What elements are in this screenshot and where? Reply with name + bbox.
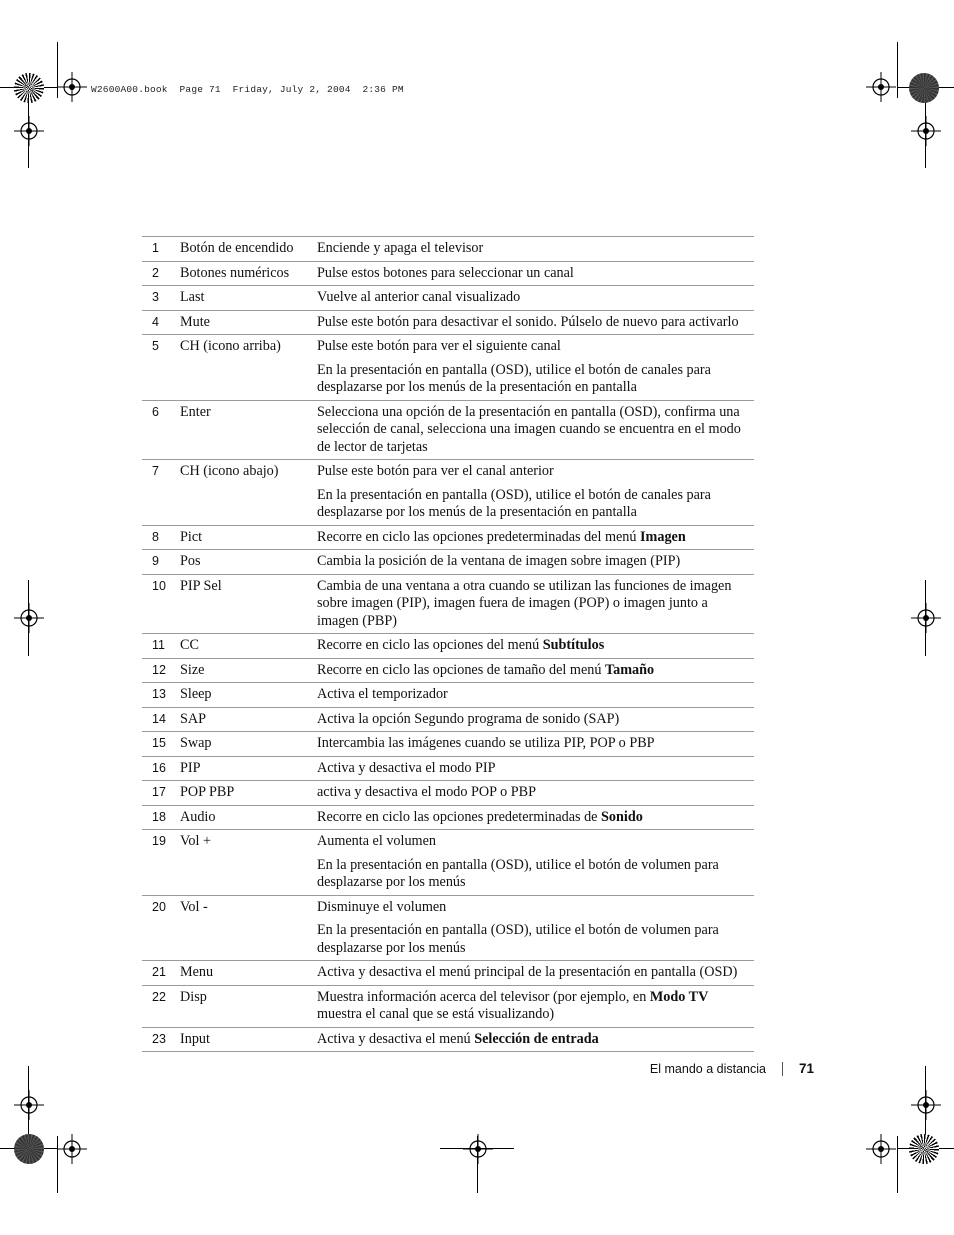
button-name: PIP Sel — [180, 574, 317, 634]
description-text: Cambia de una ventana a otra cuando se utilizan las funciones de imagen sobre imagen (PIP), imagen fuera de imagen (POP) o imagen junto a imagen (PBP) — [317, 577, 732, 629]
button-name: Enter — [180, 400, 317, 460]
table-row — [142, 756, 754, 781]
table-row — [142, 781, 754, 806]
registration-mark-icon — [14, 116, 44, 146]
registration-mark-icon — [14, 1090, 44, 1120]
button-number: 18 — [142, 805, 180, 830]
table-row — [142, 732, 754, 757]
button-description — [317, 732, 754, 757]
button-number: 14 — [142, 707, 180, 732]
section-title: El mando a distancia — [649, 1061, 766, 1076]
menu-name: Modo TV — [649, 988, 709, 1005]
description-text: Recorre en ciclo las opciones de tamaño del menú — [317, 661, 605, 678]
button-description — [317, 574, 754, 634]
description-text: Activa el temporizador — [317, 686, 448, 702]
button-description — [317, 261, 754, 286]
menu-name: Sonido — [601, 808, 643, 825]
button-description — [317, 550, 754, 575]
button-number: 12 — [142, 658, 180, 683]
button-number: 6 — [142, 400, 180, 460]
description-text: Recorre en ciclo las opciones predeterminadas de — [317, 808, 602, 825]
button-description — [317, 525, 754, 550]
button-name: PIP — [180, 756, 317, 781]
button-number: 7 — [142, 460, 180, 526]
table-row — [142, 525, 754, 550]
description-text: Pulse este botón para ver el canal anterior — [317, 463, 554, 479]
description-paragraph — [317, 686, 748, 704]
description-text: En la presentación en pantalla (OSD), utilice el botón de canales para desplazarse por los menús de la presentación en pantalla — [317, 361, 711, 395]
table-row — [142, 707, 754, 732]
table-row — [142, 286, 754, 311]
button-number: 15 — [142, 732, 180, 757]
table-row — [142, 895, 754, 961]
button-name: Sleep — [180, 683, 317, 708]
description-text: En la presentación en pantalla (OSD), utilice el botón de volumen para desplazarse por los menús — [317, 922, 719, 956]
button-description — [317, 634, 754, 659]
button-name: POP PBP — [180, 781, 317, 806]
button-description — [317, 895, 754, 961]
description-paragraph — [317, 784, 748, 802]
description-text: Pulse este botón para ver el siguiente canal — [317, 338, 561, 354]
description-text: Pulse estos botones para seleccionar un canal — [317, 264, 574, 281]
description-text: Enciende y apaga el televisor — [317, 240, 484, 256]
description-paragraph — [317, 711, 748, 729]
button-number: 8 — [142, 525, 180, 550]
registration-mark-icon — [866, 1134, 896, 1164]
description-paragraph — [317, 240, 748, 258]
table-row — [142, 634, 754, 659]
description-paragraph — [317, 578, 748, 631]
description-text: Cambia la posición de la ventana de imagen sobre imagen (PIP) — [317, 553, 681, 569]
remote-buttons-table — [142, 236, 754, 1052]
button-number: 2 — [142, 261, 180, 286]
description-paragraph — [317, 964, 748, 982]
star-target-icon — [909, 1134, 939, 1164]
button-name: Mute — [180, 310, 317, 335]
footer-divider — [782, 1062, 783, 1076]
description-text: Vuelve al anterior canal visualizado — [317, 289, 521, 305]
description-text: Intercambia las imágenes cuando se utiliza PIP, POP o PBP — [317, 735, 655, 751]
registration-mark-icon — [14, 603, 44, 633]
button-description — [317, 830, 754, 896]
crop-mark — [897, 1136, 898, 1193]
registration-mark-icon — [57, 1134, 87, 1164]
description-paragraph — [317, 989, 748, 1024]
button-name: Last — [180, 286, 317, 311]
table-row — [142, 574, 754, 634]
star-target-icon — [909, 73, 939, 103]
description-text: Activa la opción Segundo programa de sonido (SAP) — [317, 710, 620, 727]
button-number: 21 — [142, 961, 180, 986]
registration-mark-icon — [463, 1134, 493, 1164]
description-text: Activa y desactiva el menú — [317, 1030, 475, 1047]
description-paragraph — [317, 637, 748, 655]
registration-mark-icon — [866, 72, 896, 102]
button-description — [317, 781, 754, 806]
description-paragraph — [317, 809, 748, 827]
button-description — [317, 805, 754, 830]
button-number: 3 — [142, 286, 180, 311]
button-description — [317, 1027, 754, 1052]
menu-name: Tamaño — [604, 661, 655, 678]
button-name: SAP — [180, 707, 317, 732]
menu-name: Imagen — [640, 528, 686, 545]
button-number: 4 — [142, 310, 180, 335]
button-number: 19 — [142, 830, 180, 896]
description-paragraph — [317, 487, 748, 522]
button-name: Disp — [180, 985, 317, 1027]
table-row — [142, 400, 754, 460]
registration-mark-icon — [911, 116, 941, 146]
button-number: 1 — [142, 237, 180, 262]
button-description — [317, 707, 754, 732]
button-name: Menu — [180, 961, 317, 986]
description-paragraph — [317, 404, 748, 457]
table-row — [142, 550, 754, 575]
button-name: CC — [180, 634, 317, 659]
description-text: Recorre en ciclo las opciones del menú — [317, 637, 543, 653]
button-number: 9 — [142, 550, 180, 575]
registration-mark-icon — [911, 603, 941, 633]
page-footer — [650, 1061, 814, 1076]
description-text: En la presentación en pantalla (OSD), utilice el botón de volumen para desplazarse por los menús — [317, 856, 719, 890]
description-text: Muestra información acerca del televisor (por ejemplo, en — [317, 988, 650, 1005]
button-name: Swap — [180, 732, 317, 757]
table-row — [142, 237, 754, 262]
button-description — [317, 460, 754, 526]
table-row — [142, 805, 754, 830]
description-paragraph — [317, 362, 748, 397]
table-row — [142, 658, 754, 683]
description-paragraph — [317, 857, 748, 892]
description-paragraph — [317, 760, 748, 778]
button-number: 11 — [142, 634, 180, 659]
table-row — [142, 985, 754, 1027]
button-name: CH (icono abajo) — [180, 460, 317, 526]
star-target-icon — [14, 1134, 44, 1164]
button-name: Size — [180, 658, 317, 683]
button-description — [317, 310, 754, 335]
table-row — [142, 1027, 754, 1052]
description-text: Aumenta el volumen — [317, 833, 436, 849]
page-number: 71 — [798, 1061, 814, 1076]
description-paragraph — [317, 922, 748, 957]
table-row — [142, 961, 754, 986]
button-number: 10 — [142, 574, 180, 634]
button-description — [317, 985, 754, 1027]
registration-mark-icon — [57, 72, 87, 102]
description-paragraph — [317, 662, 748, 680]
description-paragraph — [317, 553, 748, 571]
menu-name: Selección de entrada — [474, 1030, 599, 1047]
button-name: Vol + — [180, 830, 317, 896]
description-text: Recorre en ciclo las opciones predeterminadas del menú — [317, 528, 641, 545]
print-header: W2600A00.book Page 71 Friday, July 2, 2004 2:36 PM — [91, 84, 404, 95]
description-text: En la presentación en pantalla (OSD), utilice el botón de canales para desplazarse por los menús de la presentación en pantalla — [317, 486, 711, 520]
description-paragraph — [317, 899, 748, 917]
registration-mark-icon — [911, 1090, 941, 1120]
description-text: Activa y desactiva el modo PIP — [317, 759, 496, 776]
table-row — [142, 683, 754, 708]
button-name: Audio — [180, 805, 317, 830]
button-number: 23 — [142, 1027, 180, 1052]
button-number: 20 — [142, 895, 180, 961]
button-description — [317, 683, 754, 708]
table-row — [142, 335, 754, 401]
button-name: CH (icono arriba) — [180, 335, 317, 401]
button-description — [317, 237, 754, 262]
table-row — [142, 310, 754, 335]
button-name: Botones numéricos — [180, 261, 317, 286]
button-number: 13 — [142, 683, 180, 708]
button-description — [317, 756, 754, 781]
crop-mark — [897, 42, 898, 98]
button-number: 22 — [142, 985, 180, 1027]
menu-name: Subtítulos — [542, 637, 605, 653]
description-text: Pulse este botón para desactivar el sonido. Púlselo de nuevo para activarlo — [317, 313, 739, 330]
button-name: Pos — [180, 550, 317, 575]
table-row — [142, 460, 754, 526]
description-text: Selecciona una opción de la presentación en pantalla (OSD), confirma una selección de canal, selecciona una imagen cuando se encuentra en el modo de lector de tarjetas — [317, 403, 741, 455]
button-name: Input — [180, 1027, 317, 1052]
table-row — [142, 261, 754, 286]
description-paragraph — [317, 735, 748, 753]
star-target-icon — [14, 73, 44, 103]
button-description — [317, 961, 754, 986]
description-paragraph — [317, 289, 748, 307]
description-paragraph — [317, 1031, 748, 1049]
description-text: Disminuye el volumen — [317, 898, 447, 915]
table-row — [142, 830, 754, 896]
description-paragraph — [317, 463, 748, 481]
button-name: Botón de encendido — [180, 237, 317, 262]
description-paragraph — [317, 265, 748, 283]
description-text: activa y desactiva el modo POP o PBP — [317, 784, 536, 800]
description-paragraph — [317, 338, 748, 356]
description-text: muestra el canal que se está visualizando) — [317, 1006, 555, 1022]
button-name: Vol - — [180, 895, 317, 961]
button-number: 5 — [142, 335, 180, 401]
button-number: 16 — [142, 756, 180, 781]
description-paragraph — [317, 314, 748, 332]
description-paragraph — [317, 833, 748, 851]
button-description — [317, 658, 754, 683]
button-number: 17 — [142, 781, 180, 806]
button-description — [317, 286, 754, 311]
button-description — [317, 335, 754, 401]
button-description — [317, 400, 754, 460]
description-text: Activa y desactiva el menú principal de la presentación en pantalla (OSD) — [317, 964, 738, 980]
description-paragraph — [317, 529, 748, 547]
button-name: Pict — [180, 525, 317, 550]
